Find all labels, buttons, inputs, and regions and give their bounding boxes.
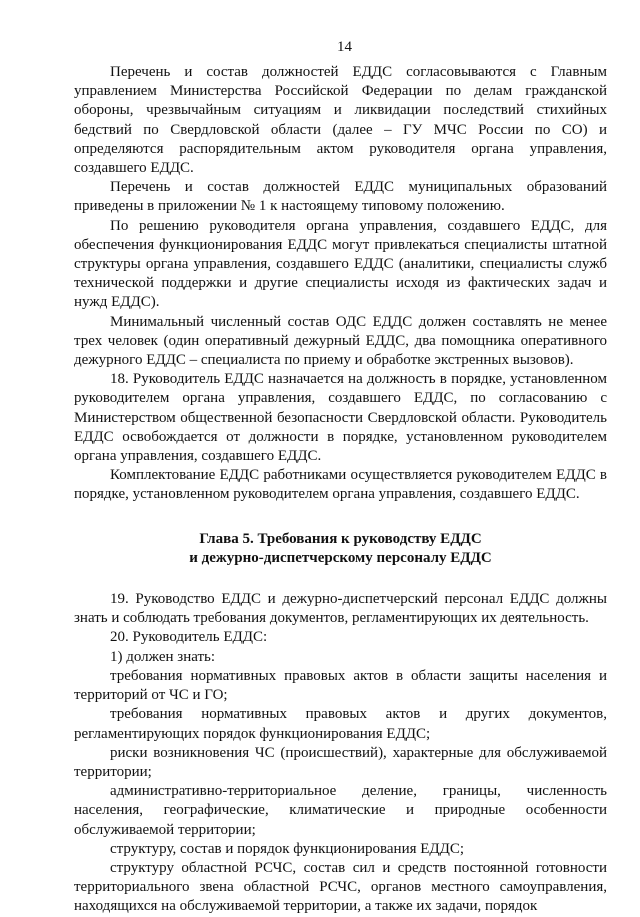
document-page — [74, 38, 607, 917]
paragraph: риски возникновения ЧС (происшествий), характерные для обслуживаемой территории; — [74, 744, 607, 780]
chapter-heading-line-2: и дежурно-диспетчерскому персоналу ЕДДС — [189, 549, 492, 566]
paragraph: требования нормативных правовых актов в области защиты населения и территорий от ЧС и ГО; — [74, 667, 607, 704]
chapter-heading — [74, 530, 607, 568]
paragraph: Минимальный численный состав ОДС ЕДДС должен составлять не менее трех человек (один оперативный дежурный ЕДДС, два помощника оперативного дежурного ЕДДС – специалиста по приему и обработке экстренных вызовов). — [74, 313, 607, 369]
paragraph: 19. Руководство ЕДДС и дежурно-диспетчерский персонал ЕДДС должны знать и соблюдать требования документов, регламентирующих их деятельность. — [74, 591, 607, 627]
paragraph: структуру, состав и порядок функционирования ЕДДС; — [110, 840, 465, 857]
paragraph: 20. Руководитель ЕДДС: — [110, 629, 268, 646]
paragraph: 1) должен знать: — [110, 648, 216, 665]
paragraph: 18. Руководитель ЕДДС назначается на должность в порядке, установленном руководителем органа управления, создавшего ЕДДС, по согласованию с Министерством общественной безопасности Свердловской области. Руководитель ЕДДС освобождается от должности в порядке, установленном руководителем органа управления, создавшего ЕДДС. — [74, 371, 607, 465]
paragraph: административно-территориальное деление, границы, численность населения, географические, климатические и природные особенности обслуживаемой территории; — [74, 783, 607, 838]
chapter-heading-line-1: Глава 5. Требования к руководству ЕДДС — [199, 530, 482, 547]
paragraph: Перечень и состав должностей ЕДДС муниципальных образований приведены в приложении № 1 к настоящему типовому положению. — [74, 179, 607, 215]
paragraph: По решению руководителя органа управления, создавшего ЕДДС, для обеспечения функционирования ЕДДС могут привлекаться специалисты штатной структуры органа управления, создавшего ЕДДС (аналитики, специалисты служб технической поддержки и другие специалисты исходя из фактических задач и нужд ЕДДС). — [74, 217, 607, 311]
paragraph: Перечень и состав должностей ЕДДС согласовываются с Главным управлением Министерства Российской Федерации по делам гражданской обороны, чрезвычайным ситуациям и ликвидации последствий стихийных бедствий по Свердловской области (далее – ГУ МЧС России по СО) и определяются распорядительным актом руководителя органа управления, создавшего ЕДДС. — [74, 64, 607, 177]
paragraph: Комплектование ЕДДС работниками осуществляется руководителем ЕДДС в порядке, установленном руководителем органа управления, создавшего ЕДДС. — [74, 467, 607, 503]
page-number: 14 — [337, 39, 352, 55]
paragraph: требования нормативных правовых актов и других документов, регламентирующих порядок функционирования ЕДДС; — [74, 706, 607, 742]
paragraph: структуру областной РСЧС, состав сил и средств постоянной готовности территориального звена областной РСЧС, органов местного самоуправления, находящихся на обслуживаемой территории, а также их задачи, порядок — [74, 859, 607, 915]
